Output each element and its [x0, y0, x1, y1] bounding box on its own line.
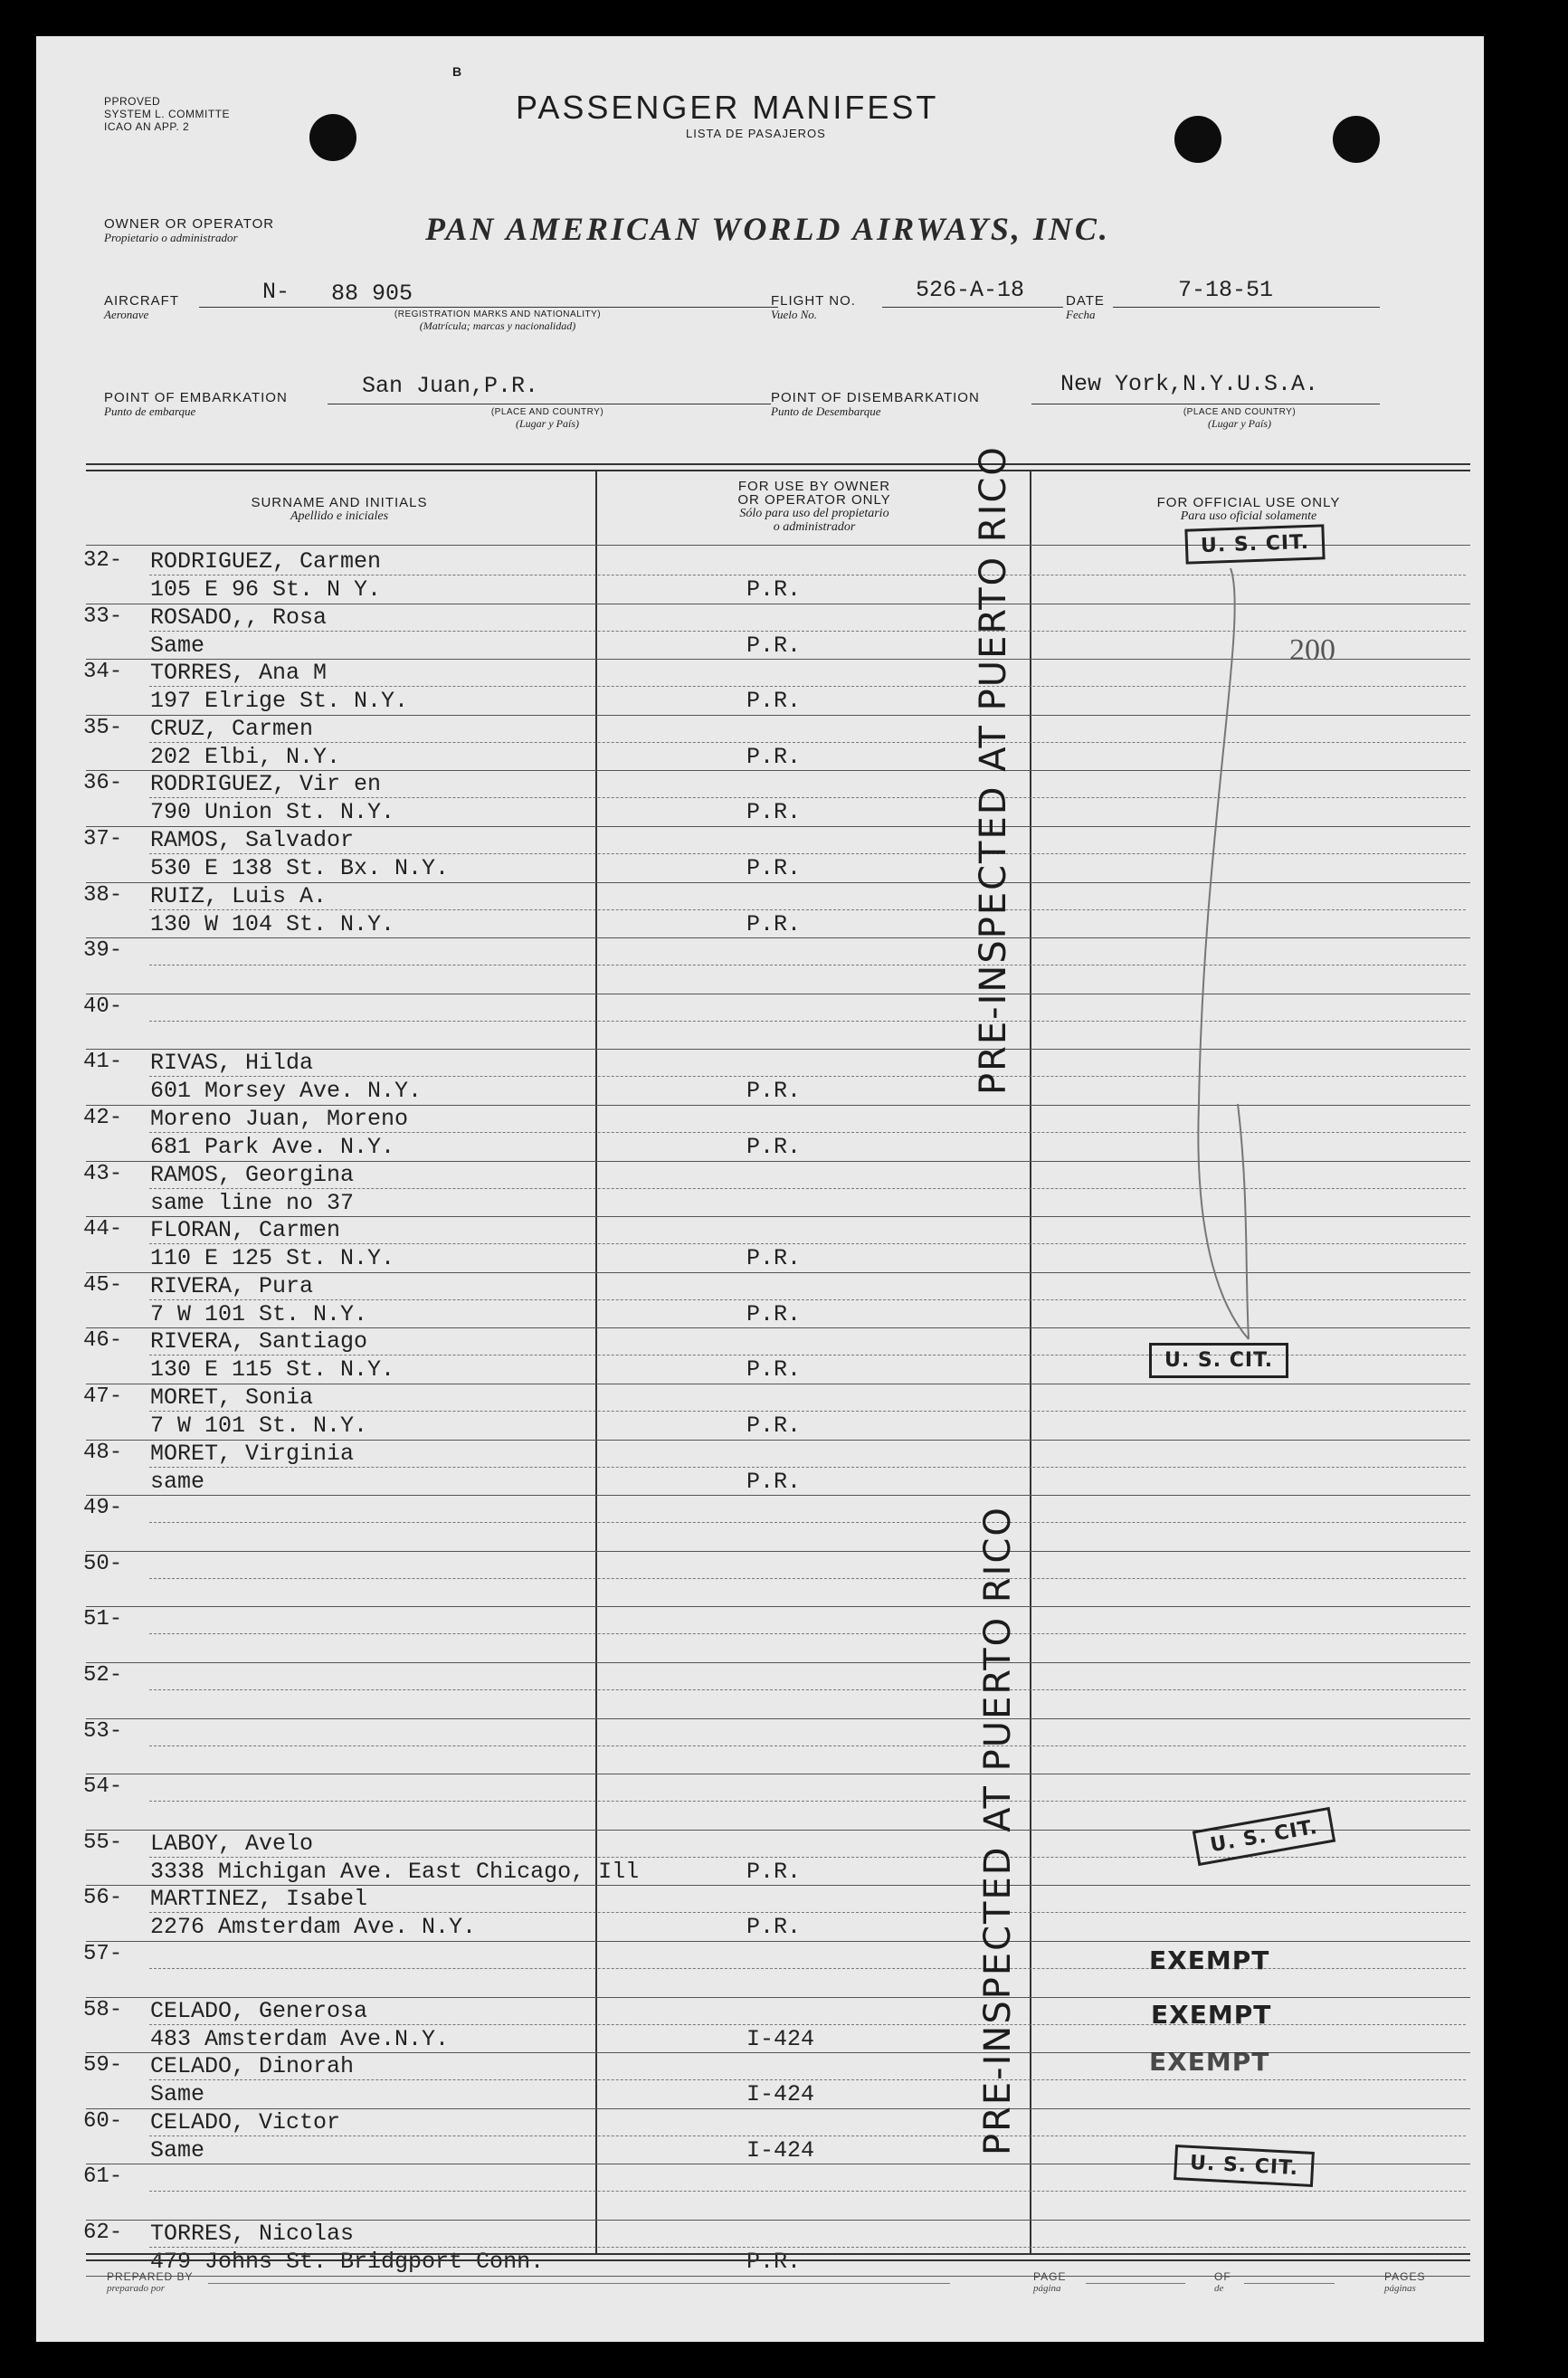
passenger-address: 202 Elbi, N.Y. — [150, 743, 341, 770]
passenger-name: CELADO, Generosa — [150, 1997, 368, 2024]
passenger-address: 479 Johns St. Bridgport Conn. — [150, 2249, 545, 2275]
aircraft-number: 88 905 — [331, 281, 413, 307]
passenger-address: 130 E 115 St. N.Y. — [150, 1356, 395, 1384]
registration-caption: (REGISTRATION MARKS AND NATIONALITY) (Matrícula; marcas y nacionalidad) — [394, 309, 602, 332]
us-cit-stamp: U. S. CIT. — [1184, 524, 1325, 564]
handwritten-figure: 200 — [1289, 633, 1335, 667]
row-number: 46- — [83, 1328, 123, 1354]
row-number: 54- — [83, 1774, 123, 1800]
embarkation-label: POINT OF EMBARKATION Punto de embarque — [104, 390, 288, 418]
prepared-by-label: PREPARED BY preparado por — [107, 2270, 194, 2294]
row-number: 58- — [83, 1997, 123, 2022]
row-number: 41- — [83, 1050, 123, 1075]
pages-label: PAGES páginas — [1384, 2270, 1426, 2294]
passenger-name: FLORAN, Carmen — [150, 1217, 341, 1244]
passenger-name: RODRIGUEZ, Vir en — [150, 771, 382, 798]
owner-use-code: P.R. — [746, 1078, 802, 1105]
owner-label: OWNER OR OPERATOR Propietario o administrador — [104, 216, 275, 244]
corner-mark: B — [452, 64, 462, 79]
row-separator — [86, 1718, 1470, 1719]
passenger-address: same — [150, 1468, 205, 1495]
owner-use-code: I-424 — [746, 2136, 815, 2164]
row-midline — [149, 2191, 1466, 2192]
row-midline — [149, 1522, 1466, 1523]
owner-use-code: P.R. — [746, 1245, 802, 1272]
row-number: 45- — [83, 1272, 123, 1298]
flight-number: 526-A-18 — [916, 277, 1025, 303]
row-midline — [149, 1912, 1466, 1913]
punch-hole — [1174, 116, 1221, 163]
aircraft-line — [199, 307, 778, 308]
row-number: 57- — [83, 1942, 123, 1966]
owner-use-code: P.R. — [746, 1858, 802, 1885]
column-header-surname: SURNAME AND INITIALS Apellido e iniciales — [251, 495, 428, 523]
row-number: 61- — [83, 2164, 123, 2190]
row-number: 55- — [83, 1830, 123, 1855]
passenger-address: 483 Amsterdam Ave.N.Y. — [150, 2025, 450, 2052]
owner-use-code: P.R. — [746, 632, 802, 659]
passenger-address: 197 Elrige St. N.Y. — [150, 688, 409, 715]
owner-use-code: P.R. — [746, 1300, 802, 1327]
row-number: 59- — [83, 2053, 123, 2078]
owner-use-code: P.R. — [746, 743, 802, 770]
row-separator — [86, 1495, 1470, 1496]
table-bottom-border — [86, 2253, 1470, 2261]
aircraft-label: AIRCRAFT Aeronave — [104, 293, 179, 321]
row-number: 33- — [83, 604, 123, 629]
row-number: 39- — [83, 938, 123, 964]
passenger-name: MARTINEZ, Isabel — [150, 1886, 368, 1913]
row-midline — [149, 1689, 1466, 1690]
punch-hole — [309, 114, 356, 161]
row-number: 52- — [83, 1663, 123, 1688]
operator-stamp: PAN AMERICAN WORLD AIRWAYS, INC. — [425, 211, 1110, 247]
column-divider — [595, 471, 597, 2253]
row-midline — [149, 2079, 1466, 2080]
us-cit-stamp: U. S. CIT. — [1193, 1807, 1336, 1866]
row-separator — [86, 1662, 1470, 1663]
row-separator — [86, 1941, 1470, 1942]
passenger-name: Moreno Juan, Moreno — [150, 1106, 409, 1132]
of-label: OF de — [1214, 2270, 1231, 2294]
owner-use-code: I-424 — [746, 2081, 815, 2108]
passenger-name: LABOY, Avelo — [150, 1830, 314, 1857]
row-separator — [86, 2276, 1470, 2277]
page-subtitle: LISTA DE PASAJEROS — [686, 127, 826, 140]
row-number: 42- — [83, 1106, 123, 1130]
row-number: 34- — [83, 660, 123, 685]
passenger-address: 7 W 101 St. N.Y. — [150, 1413, 368, 1439]
owner-use-code: P.R. — [746, 1134, 802, 1160]
row-number: 49- — [83, 1496, 123, 1521]
flight-date: 7-18-51 — [1178, 277, 1274, 303]
column-divider — [1030, 471, 1031, 2253]
passenger-name: RIVAS, Hilda — [150, 1050, 314, 1077]
pre-inspected-stamp: PRE-INSPECTED AT PUERTO RICO — [977, 1506, 1019, 2155]
flight-label: FLIGHT NO. Vuelo No. — [771, 293, 856, 321]
row-number: 47- — [83, 1384, 123, 1409]
row-midline — [149, 1578, 1466, 1579]
row-number: 35- — [83, 715, 123, 740]
row-midline — [149, 1633, 1466, 1634]
passenger-address: Same — [150, 2081, 205, 2108]
embarkation-value: San Juan,P.R. — [362, 373, 539, 399]
row-number: 53- — [83, 1718, 123, 1744]
passenger-address: 105 E 96 St. N Y. — [150, 576, 382, 603]
owner-use-code: P.R. — [746, 799, 802, 826]
disembarkation-label: POINT OF DISEMBARKATION Punto de Desembarque — [771, 390, 980, 418]
row-midline — [149, 1745, 1466, 1746]
table-top-border — [86, 463, 1470, 471]
passenger-name: RUIZ, Luis A. — [150, 882, 328, 909]
exempt-stamp: EXEMPT — [1151, 2000, 1272, 2030]
passenger-name: RODRIGUEZ, Carmen — [150, 548, 382, 575]
row-number: 62- — [83, 2221, 123, 2245]
owner-use-code: P.R. — [746, 1468, 802, 1495]
us-cit-stamp: U. S. CIT. — [1149, 1343, 1288, 1378]
page-label: PAGE página — [1033, 2270, 1067, 2294]
row-number: 51- — [83, 1607, 123, 1632]
check-mark — [1194, 561, 1285, 1375]
pre-inspected-stamp: PRE-INSPECTED AT PUERTO RICO — [973, 445, 1014, 1095]
exempt-stamp: EXEMPT — [1149, 1945, 1270, 1975]
passenger-name: RAMOS, Georgina — [150, 1161, 355, 1188]
passenger-address: Same — [150, 632, 205, 659]
row-midline — [149, 1801, 1466, 1802]
owner-use-code: P.R. — [746, 855, 802, 881]
row-midline — [149, 1467, 1466, 1468]
row-number: 60- — [83, 2108, 123, 2134]
page-line — [1086, 2283, 1185, 2284]
column-header-official: FOR OFFICIAL USE ONLY Para uso oficial solamente — [1156, 495, 1341, 523]
passenger-address: 681 Park Ave. N.Y. — [150, 1134, 395, 1160]
row-number: 32- — [83, 548, 123, 573]
row-number: 43- — [83, 1161, 123, 1186]
manifest-sheet — [36, 36, 1484, 2342]
passenger-address: Same — [150, 2136, 205, 2164]
aircraft-prefix: N- — [262, 279, 290, 305]
passenger-name: MORET, Sonia — [150, 1384, 314, 1411]
passenger-name: CELADO, Dinorah — [150, 2053, 355, 2080]
passenger-name: RIVERA, Pura — [150, 1272, 314, 1299]
date-line — [1113, 307, 1380, 308]
passenger-address: 3338 Michigan Ave. East Chicago, Ill — [150, 1858, 640, 1885]
passenger-name: CRUZ, Carmen — [150, 715, 314, 742]
row-number: 36- — [83, 771, 123, 796]
passenger-name: ROSADO,, Rosa — [150, 604, 328, 631]
of-line — [1244, 2283, 1335, 2284]
passenger-address: 7 W 101 St. N.Y. — [150, 1300, 368, 1327]
row-number: 56- — [83, 1886, 123, 1911]
prepared-by-line — [208, 2283, 950, 2284]
row-midline — [149, 1857, 1466, 1858]
owner-use-code: P.R. — [746, 1356, 802, 1384]
passenger-address: 601 Morsey Ave. N.Y. — [150, 1078, 423, 1105]
owner-use-code: P.R. — [746, 688, 802, 715]
row-midline — [149, 2247, 1466, 2248]
row-number: 44- — [83, 1217, 123, 1242]
passenger-address: 2276 Amsterdam Ave. N.Y. — [150, 1914, 477, 1941]
flight-line — [882, 307, 1063, 308]
row-separator — [86, 1551, 1470, 1552]
row-number: 48- — [83, 1440, 123, 1465]
passenger-name: TORRES, Nicolas — [150, 2221, 355, 2247]
disembarkation-value: New York,N.Y.U.S.A. — [1060, 371, 1319, 397]
row-number: 40- — [83, 994, 123, 1019]
passenger-address: 110 E 125 St. N.Y. — [150, 1245, 395, 1272]
passenger-address: same line no 37 — [150, 1189, 355, 1216]
owner-use-code: P.R. — [746, 2249, 802, 2275]
passenger-address: 790 Union St. N.Y. — [150, 799, 395, 826]
row-number: 50- — [83, 1551, 123, 1576]
passenger-name: MORET, Virginia — [150, 1440, 355, 1467]
row-number: 37- — [83, 827, 123, 851]
us-cit-stamp: U. S. CIT. — [1174, 2145, 1315, 2187]
column-header-owner-use: FOR USE BY OWNER OR OPERATOR ONLY Sólo para uso del propietario o administrador — [737, 479, 891, 534]
passenger-name: RAMOS, Salvador — [150, 827, 355, 853]
punch-hole — [1333, 116, 1380, 163]
page-title: PASSENGER MANIFEST — [516, 89, 939, 126]
passenger-name: RIVERA, Santiago — [150, 1328, 368, 1355]
row-midline — [149, 1411, 1466, 1412]
passenger-name: TORRES, Ana M — [150, 660, 328, 687]
approval-text: PPROVED SYSTEM L. COMMITTE ICAO AN APP. 2 — [104, 95, 231, 133]
passenger-address: 130 W 104 St. N.Y. — [150, 910, 395, 937]
date-label: DATE Fecha — [1066, 293, 1105, 321]
exempt-stamp: EXEMPT — [1149, 2047, 1270, 2077]
row-separator — [86, 1606, 1470, 1607]
owner-use-code: P.R. — [746, 1413, 802, 1439]
row-number: 38- — [83, 882, 123, 908]
passenger-address: 530 E 138 St. Bx. N.Y. — [150, 855, 450, 881]
disembarkation-caption: (PLACE AND COUNTRY) (Lugar y País) — [1183, 407, 1297, 430]
owner-use-code: P.R. — [746, 1914, 802, 1941]
owner-use-code: I-424 — [746, 2025, 815, 2052]
owner-use-code: P.R. — [746, 576, 802, 603]
row-midline — [149, 2135, 1466, 2136]
embarkation-caption: (PLACE AND COUNTRY) (Lugar y País) — [490, 407, 604, 430]
owner-use-code: P.R. — [746, 910, 802, 937]
passenger-name: CELADO, Victor — [150, 2108, 341, 2135]
